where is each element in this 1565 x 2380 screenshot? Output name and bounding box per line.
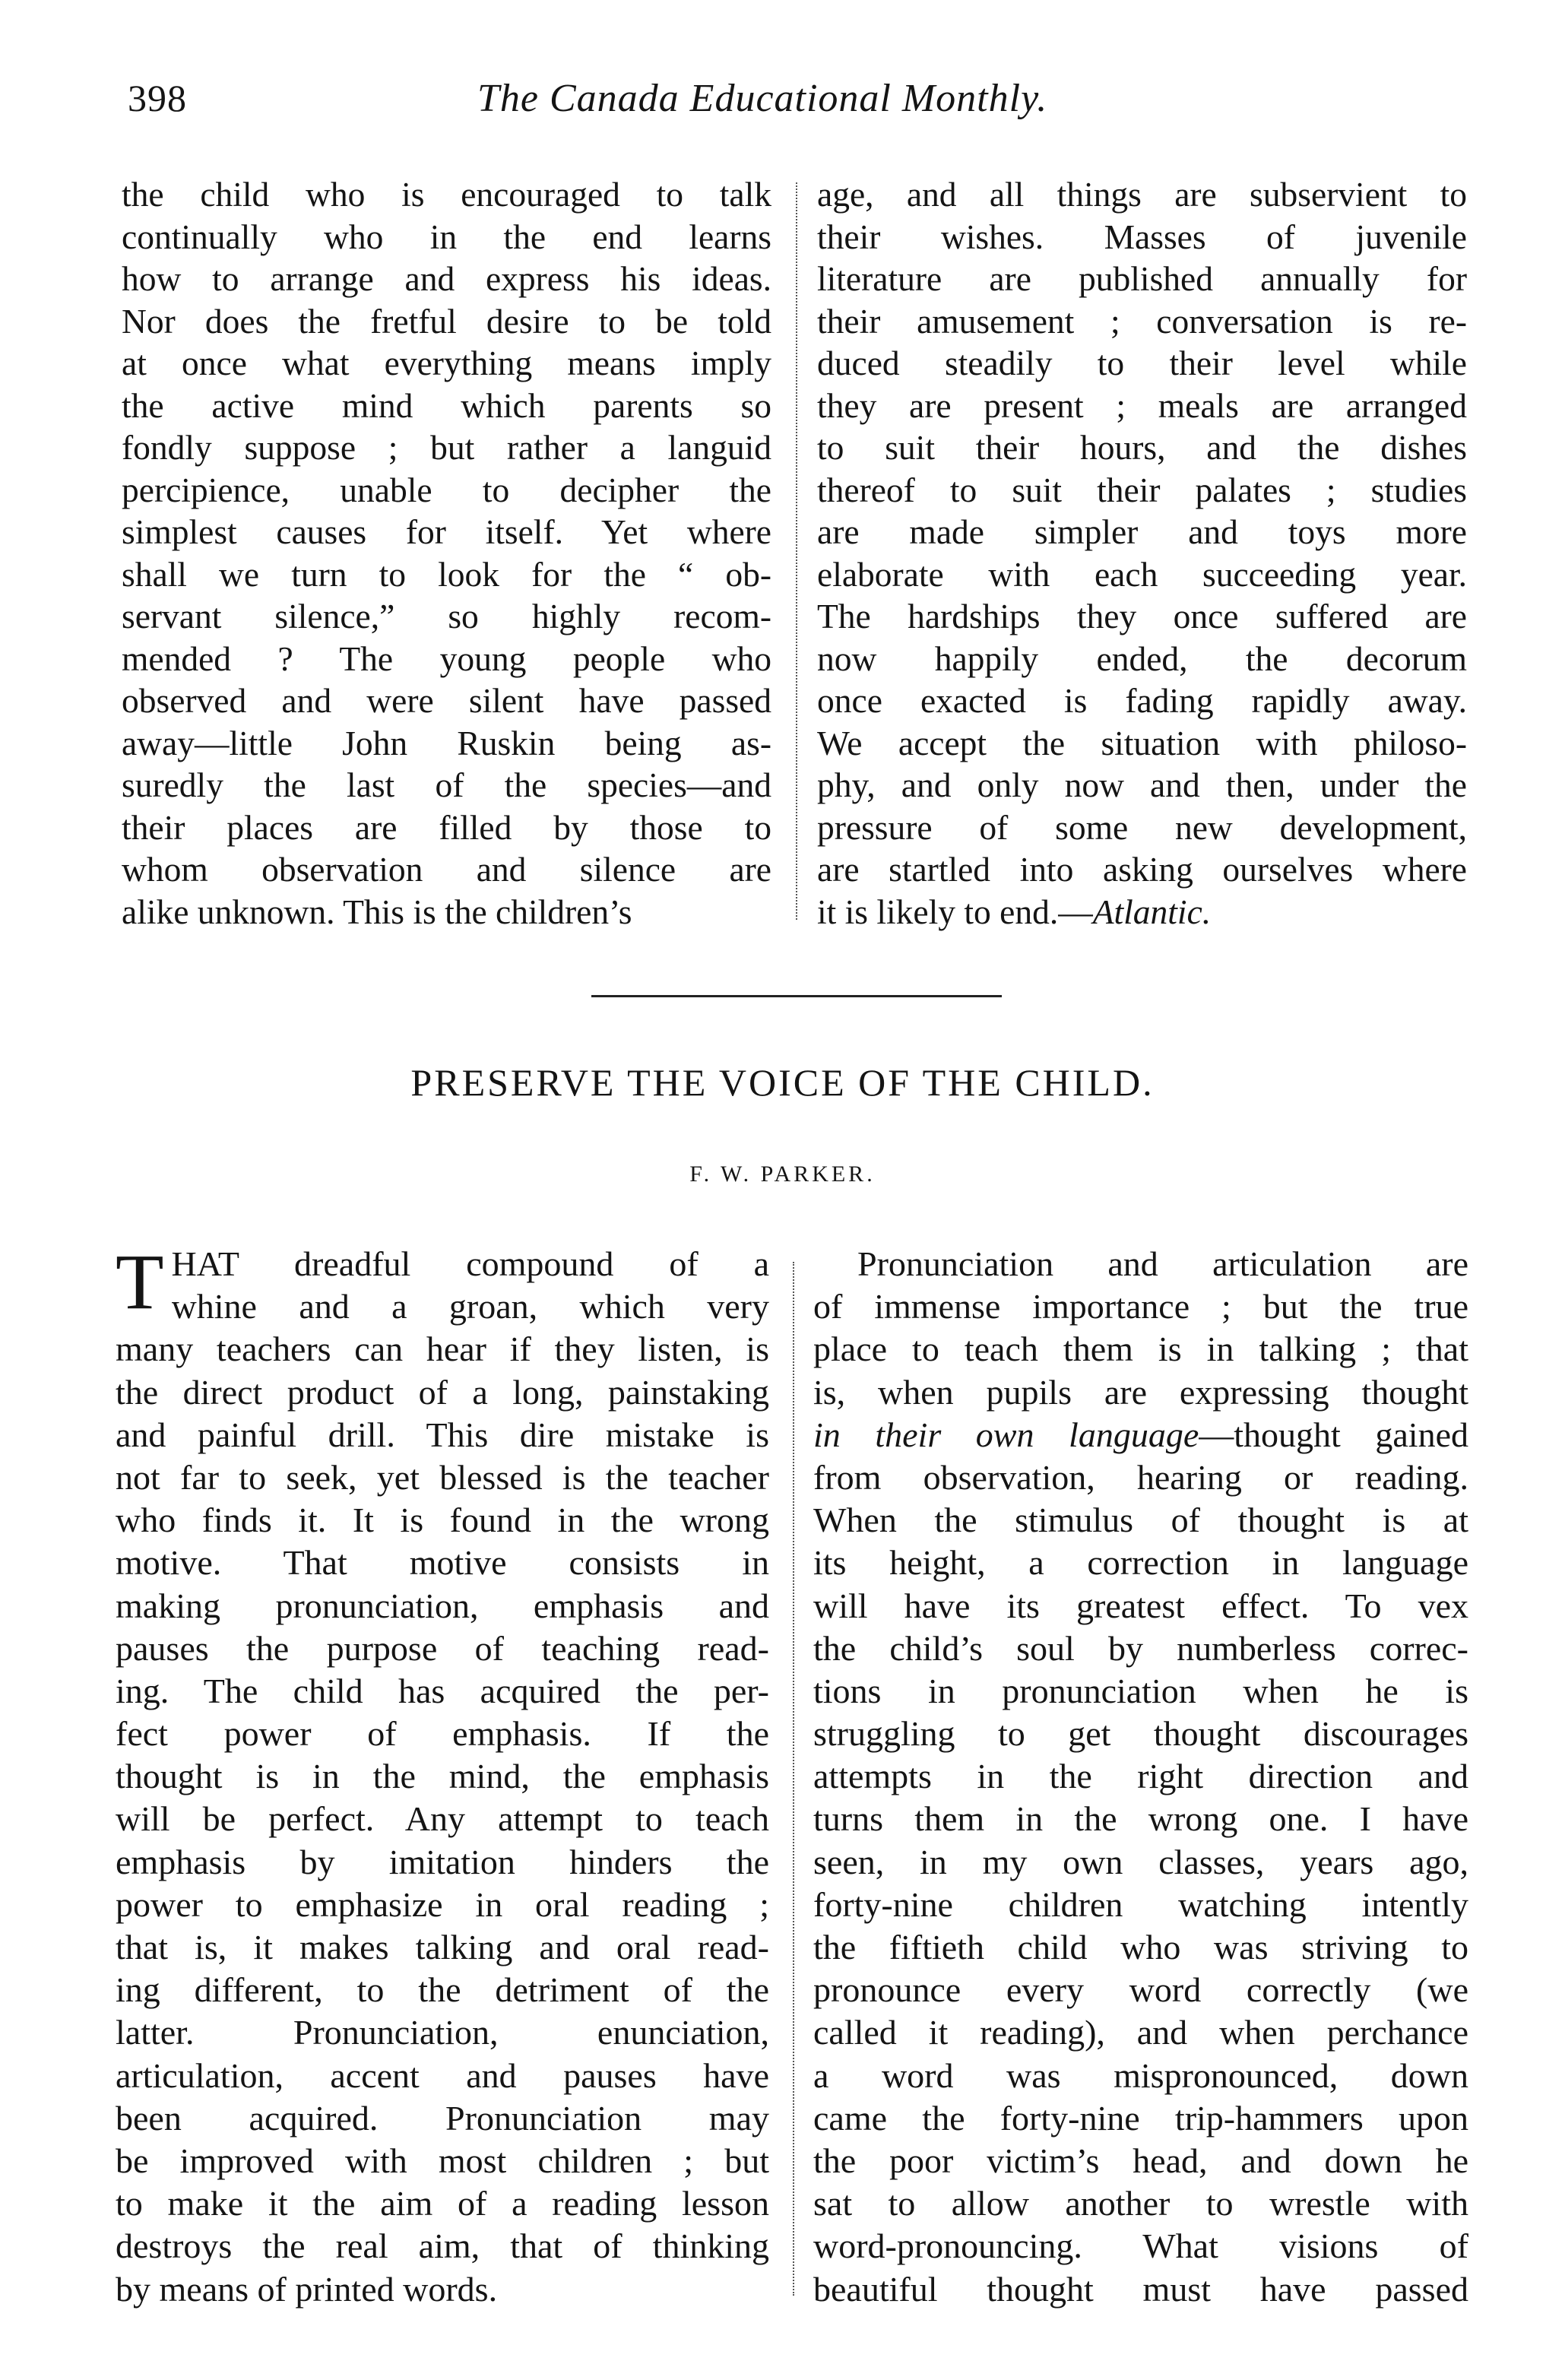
text-line: to suit their hours, and the dishes xyxy=(817,428,1467,467)
text-line: will be perfect. Any attempt to teach xyxy=(116,1799,769,1839)
text-line: to make it the aim of a reading lesson xyxy=(116,2184,769,2223)
text-line-last xyxy=(817,891,1467,933)
text-line: observed and were silent have passed xyxy=(122,681,771,720)
text-line: tions in pronunciation when he is xyxy=(813,1671,1468,1710)
text-line: how to arrange and express his ideas. xyxy=(122,259,771,298)
text-line: of immense importance ; but the true xyxy=(813,1287,1468,1326)
column-rule-top xyxy=(796,182,797,920)
text-line: turns them in the wrong one. I have xyxy=(813,1799,1468,1839)
text-line: servant silence,” so highly recom- xyxy=(122,597,771,635)
text-line: duced steadily to their level while xyxy=(817,344,1467,382)
text-line: continually who in the end learns xyxy=(122,217,771,256)
text-line: the direct product of a long, painstaking xyxy=(116,1372,769,1412)
running-header xyxy=(128,76,1465,137)
text-line: thereof to suit their palates ; studies xyxy=(817,470,1467,509)
section-divider xyxy=(591,995,1002,997)
text-line: from observation, hearing or reading. xyxy=(813,1457,1468,1497)
text-line: articulation, accent and pauses have xyxy=(116,2055,769,2095)
text-line: pressure of some new development, xyxy=(817,807,1467,847)
text-line: Pronunciation and articulation are xyxy=(857,1244,1468,1283)
text-line: sat to allow another to wrestle with xyxy=(813,2184,1468,2223)
text-line: ing. The child has acquired the per- xyxy=(116,1671,769,1710)
text-line: not far to seek, yet blessed is the teacher xyxy=(116,1457,769,1497)
text-line: suredly the last of the species—and xyxy=(122,765,771,804)
column-rule-bottom xyxy=(793,1262,794,2296)
text-line: elaborate with each succeeding year. xyxy=(817,554,1467,594)
text-line: is, when pupils are expressing thought xyxy=(813,1372,1468,1412)
text-line: latter. Pronunciation, enunciation, xyxy=(116,2013,769,2052)
text-line: We accept the situation with philoso- xyxy=(817,723,1467,762)
top-left-column xyxy=(122,173,771,933)
text-line: shall we turn to look for the “ ob- xyxy=(122,554,771,594)
text-line: its height, a correction in language xyxy=(813,1543,1468,1583)
text-line: whom observation and silence are xyxy=(122,850,771,889)
line-text: it is likely to end.— xyxy=(817,892,1093,931)
text-line: the child’s soul by numberless correc- xyxy=(813,1628,1468,1668)
text-line: pronounce every word correctly (we xyxy=(813,1970,1468,2010)
drop-cap: T xyxy=(116,1238,164,1326)
text-line: now happily ended, the decorum xyxy=(817,639,1467,678)
text-line: making pronunciation, emphasis and xyxy=(116,1586,769,1625)
article-byline: F. W. PARKER. xyxy=(689,1161,876,1187)
page-number: 398 xyxy=(128,77,187,119)
journal-title: The Canada Educational Monthly. xyxy=(477,77,1048,120)
text-line: age, and all things are subservient to xyxy=(817,175,1467,214)
text-line: forty-nine children watching intently xyxy=(813,1884,1468,1924)
text-line: they are present ; meals are arranged xyxy=(817,385,1467,425)
text-line: a word was mispronounced, down xyxy=(813,2055,1468,2095)
text-line: called it reading), and when perchance xyxy=(813,2013,1468,2052)
text-line: Nor does the fretful desire to be told xyxy=(122,301,771,341)
text-line: attempts in the right direction and xyxy=(813,1757,1468,1796)
text-line: mended ? The young people who xyxy=(122,639,771,678)
text-line: motive. That motive consists in xyxy=(116,1543,769,1583)
text-line: literature are published annually for xyxy=(817,259,1467,298)
text-line: simplest causes for itself. Yet where xyxy=(122,512,771,551)
text-line: HAT dreadful compound of a xyxy=(171,1244,769,1283)
text-line: power to emphasize in oral reading ; xyxy=(116,1884,769,1924)
text-line: seen, in my own classes, years ago, xyxy=(813,1842,1468,1881)
text-line: fondly suppose ; but rather a languid xyxy=(122,428,771,467)
text-line: destroys the real aim, that of thinking xyxy=(116,2226,769,2266)
text-line: whine and a groan, which very xyxy=(171,1287,769,1326)
article-left-column xyxy=(116,1238,769,2311)
text-line: and painful drill. This dire mistake is xyxy=(116,1415,769,1454)
article-right-column xyxy=(813,1243,1468,2311)
text-line: the active mind which parents so xyxy=(122,385,771,425)
text-line: percipience, unable to decipher the xyxy=(122,470,771,509)
text-line: thought is in the mind, the emphasis xyxy=(116,1757,769,1796)
text-line: The hardships they once suffered are xyxy=(817,597,1467,635)
italic-phrase: in their own language xyxy=(813,1415,1199,1454)
text-line: ing different, to the detriment of the xyxy=(116,1970,769,2010)
text-line: pauses the purpose of teaching read- xyxy=(116,1628,769,1668)
text-line: alike unknown. This is the children’s xyxy=(122,892,632,931)
text-line: beautiful thought must have passed xyxy=(813,2269,1468,2309)
text-line: phy, and only now and then, under the xyxy=(817,765,1467,804)
text-line: fect power of emphasis. If the xyxy=(116,1714,769,1754)
text-line: away—little John Ruskin being as- xyxy=(122,723,771,762)
top-right-column xyxy=(817,173,1467,933)
text-line: the poor victim’s head, and down he xyxy=(813,2141,1468,2180)
text-line: the child who is encouraged to talk xyxy=(122,175,771,214)
text-line: at once what everything means imply xyxy=(122,344,771,382)
text-line: will have its greatest effect. To vex xyxy=(813,1586,1468,1625)
text-line: by means of printed words. xyxy=(116,2269,498,2309)
text-line: once exacted is fading rapidly away. xyxy=(817,681,1467,720)
text-line: place to teach them is in talking ; that xyxy=(813,1329,1468,1369)
text-line: word-pronouncing. What visions of xyxy=(813,2226,1468,2266)
text-line: who finds it. It is found in the wrong xyxy=(116,1501,769,1540)
text-line: the fiftieth child who was striving to xyxy=(813,1928,1468,1966)
text-line-italic xyxy=(813,1414,1468,1456)
article-title: PRESERVE THE VOICE OF THE CHILD. xyxy=(410,1061,1155,1104)
text-line: been acquired. Pronunciation may xyxy=(116,2098,769,2138)
text-line: are made simpler and toys more xyxy=(817,512,1467,551)
text-line: that is, it makes talking and oral read- xyxy=(116,1928,769,1966)
text-line: emphasis by imitation hinders the xyxy=(116,1842,769,1881)
text-line: came the forty-nine trip-hammers upon xyxy=(813,2098,1468,2138)
text-line: their amusement ; conversation is re- xyxy=(817,301,1467,341)
line-text: —thought gained xyxy=(1199,1415,1468,1454)
source-attribution: Atlantic. xyxy=(1092,892,1212,931)
text-line: struggling to get thought discourages xyxy=(813,1714,1468,1754)
text-line: many teachers can hear if they listen, is xyxy=(116,1329,769,1369)
text-line: When the stimulus of thought is at xyxy=(813,1501,1468,1540)
text-line: their places are filled by those to xyxy=(122,807,771,847)
text-line: are startled into asking ourselves where xyxy=(817,850,1467,889)
text-line: be improved with most children ; but xyxy=(116,2141,769,2180)
text-line: their wishes. Masses of juvenile xyxy=(817,217,1467,256)
